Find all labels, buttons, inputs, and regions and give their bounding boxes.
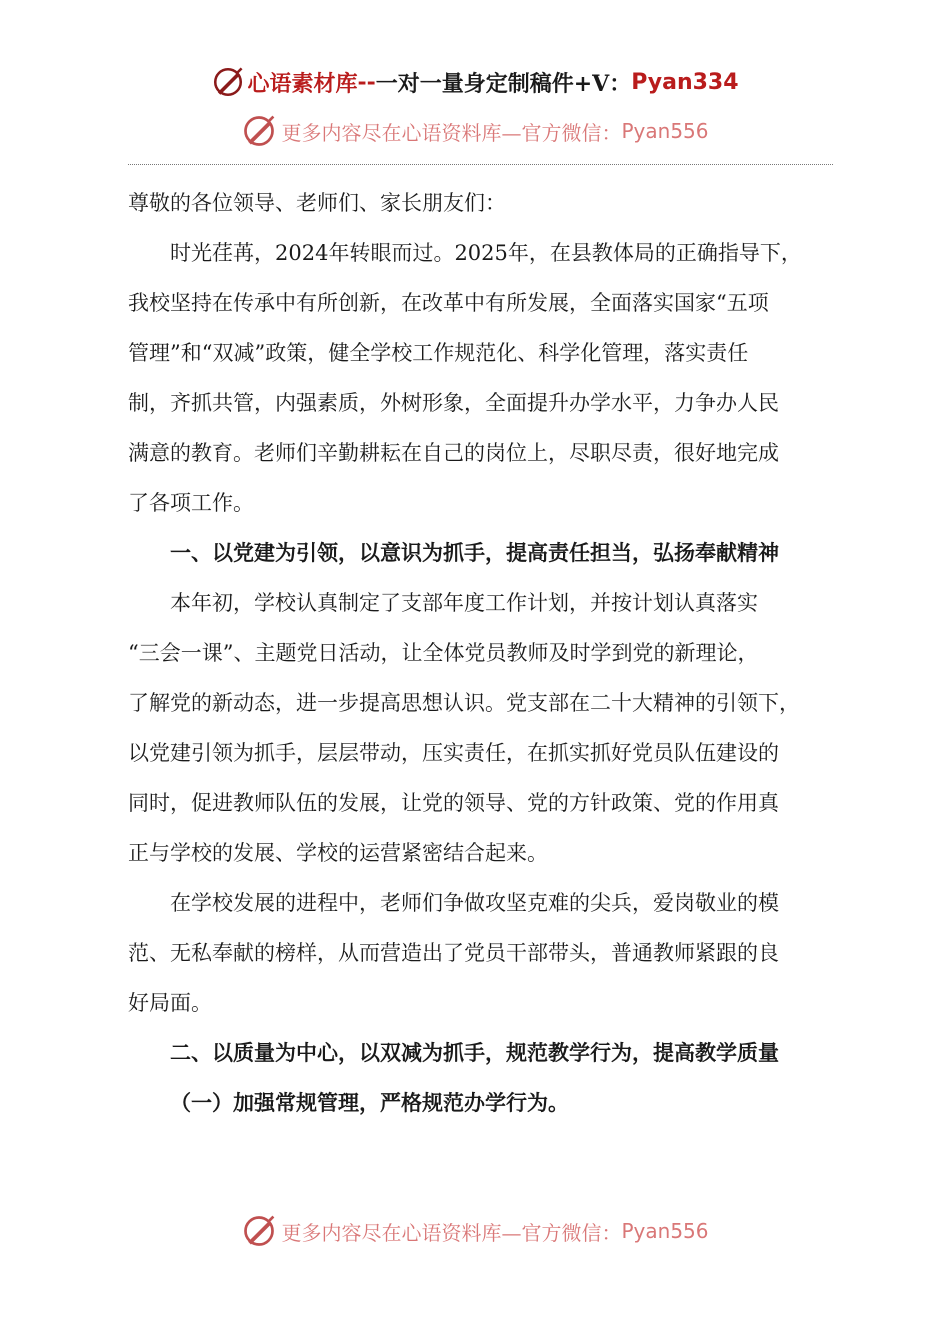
paragraph-line: 管理”和“双减”政策，健全学校工作规范化、科学化管理，落实责任 bbox=[128, 341, 749, 365]
document-body bbox=[128, 178, 828, 1128]
header-title bbox=[0, 62, 950, 102]
paragraph-line: 我校坚持在传承中有所创新，在改革中有所发展，全面落实国家“五项 bbox=[128, 291, 769, 315]
section-heading-1: 一、以党建为引领，以意识为抓手，提高责任担当，弘扬奉献精神 bbox=[170, 540, 779, 565]
paragraph-line: 制，齐抓共管，内强素质，外树形象，全面提升办学水平，力争办人民 bbox=[128, 391, 779, 415]
paragraph-line: 本年初，学校认真制定了支部年度工作计划，并按计划认真落实 bbox=[170, 591, 758, 615]
header-slogan: 一对一量身定制稿件+V： bbox=[375, 70, 632, 97]
paragraph-line: 同时，促进教师队伍的发展，让党的领导、党的方针政策、党的作用真 bbox=[128, 791, 779, 815]
header-brand: 心语素材库 bbox=[247, 70, 358, 97]
paragraph-line: 在学校发展的进程中，老师们争做攻坚克难的尖兵，爱岗敬业的模 bbox=[170, 891, 779, 915]
paragraph-line: 正与学校的发展、学校的运营紧密结合起来。 bbox=[128, 841, 548, 865]
subsection-heading: （一）加强常规管理，严格规范办学行为。 bbox=[170, 1090, 569, 1115]
paragraph-line: 满意的教育。老师们辛勤耕耘在自己的岗位上，尽职尽责，很好地完成 bbox=[128, 441, 779, 465]
pen-logo-icon bbox=[241, 1213, 277, 1249]
section-heading-2: 二、以质量为中心，以双减为抓手，规范教学行为，提高教学质量 bbox=[170, 1040, 779, 1065]
header-divider bbox=[128, 164, 833, 165]
pen-logo-icon bbox=[241, 113, 277, 149]
paragraph-line: 时光荏苒，2024年转眼而过。2025年，在县教体局的正确指导下， bbox=[170, 241, 802, 265]
pen-logo-icon bbox=[211, 65, 245, 99]
footer-text: 更多内容尽在心语资料库—官方微信： bbox=[281, 1220, 622, 1245]
paragraph-line: 范、无私奉献的榜样，从而营造出了党员干部带头，普通教师紧跟的良 bbox=[128, 941, 779, 965]
paragraph-line: 了各项工作。 bbox=[128, 491, 254, 515]
header-wechat-id: Pyan334 bbox=[631, 69, 739, 95]
paragraph-line: 好局面。 bbox=[128, 991, 212, 1015]
footer-wechat-id: Pyan556 bbox=[621, 1219, 709, 1243]
footer bbox=[0, 1211, 950, 1251]
subtitle-text: 更多内容尽在心语资料库—官方微信： bbox=[281, 120, 622, 145]
header-subtitle bbox=[0, 111, 950, 151]
paragraph-line: 了解党的新动态，进一步提高思想认识。党支部在二十大精神的引领下， bbox=[128, 691, 800, 715]
paragraph-line: 以党建引领为抓手，层层带动，压实责任，在抓实抓好党员队伍建设的 bbox=[128, 741, 779, 765]
paragraph-line: “三会一课”、主题党日活动，让全体党员教师及时学到党的新理论， bbox=[128, 641, 759, 665]
header-separator: -- bbox=[357, 69, 376, 95]
subtitle-wechat-id: Pyan556 bbox=[621, 119, 709, 143]
greeting: 尊敬的各位领导、老师们、家长朋友们： bbox=[128, 191, 506, 215]
